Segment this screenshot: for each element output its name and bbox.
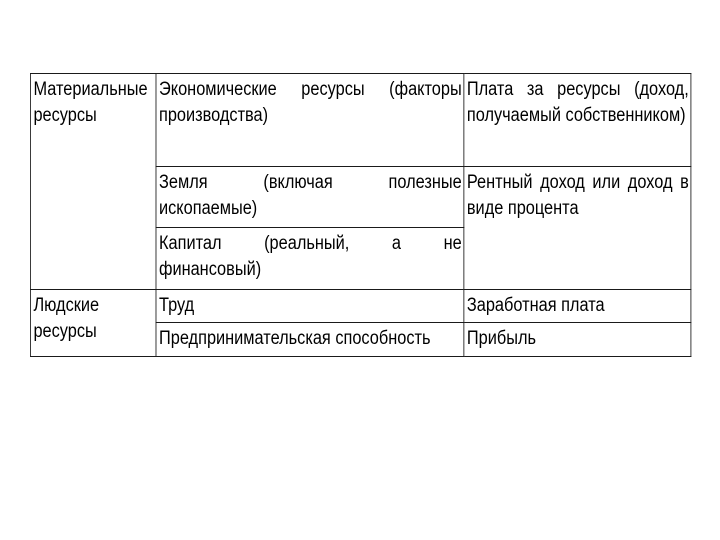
payment-cell-rent: Рентный доход или доход в виде процента	[464, 166, 691, 289]
table-row	[30, 74, 690, 167]
resource-cell-header: Экономические ресурсы (факторы производства)	[156, 74, 464, 167]
resource-cell-land: Земля (включая полезные ископаемые)	[156, 166, 464, 227]
category-cell-material: Материальные ресурсы	[30, 74, 156, 290]
payment-cell-header: Плата за ресурсы (доход, получаемый собственником)	[464, 74, 691, 167]
resource-cell-capital: Капитал (реальный, а не финансовый)	[156, 227, 464, 290]
category-cell-human: Людские ресурсы	[30, 290, 156, 357]
resource-cell-labor: Труд	[156, 290, 464, 322]
table-row	[30, 290, 690, 322]
payment-cell-wage: Заработная плата	[464, 290, 691, 322]
payment-cell-profit: Прибыль	[464, 322, 691, 356]
resources-table	[30, 73, 691, 357]
resource-cell-entrepreneurship: Предпринимательская способность	[156, 322, 464, 356]
